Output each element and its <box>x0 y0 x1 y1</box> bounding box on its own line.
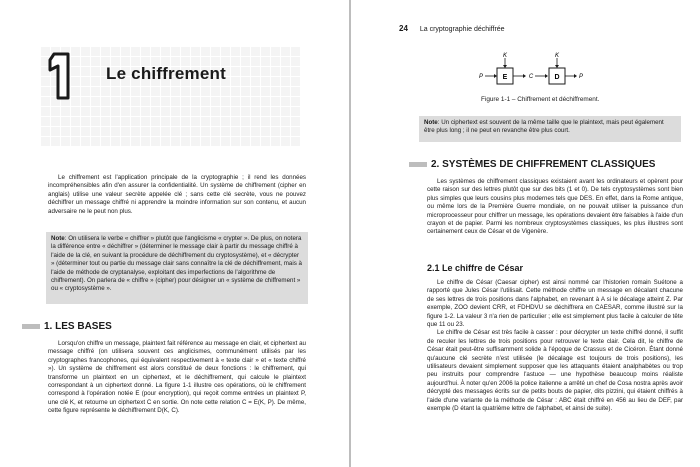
cesar-paragraph-1: Le chiffre de César (Caesar cipher) est ainsi nommé car l'historien romain Suétone a rapporté que Jules César l'utilisait. Cette méthode chiffre un message en décalant chacune de ses lettres de trois positions dans l'alphabet, en revenant à A si le décalage atteint Z. Par exemple, ZOO devient CRR, et FDHDVU se déchiffrera en CAESAR, comme illustré sur la figure 1-2. La valeur 3 n'a rien de particulier ; elle est simplement plus facile à calculer de tête que 11 ou 23. <box>427 279 683 329</box>
chapter-title: Le chiffrement <box>106 64 226 83</box>
note-box-right <box>419 116 681 142</box>
encryption-diagram <box>475 50 605 90</box>
heading-bar-2 <box>409 162 427 167</box>
section-2-paragraph <box>427 178 683 237</box>
section-1-paragraph <box>48 340 306 416</box>
key-label-e: K <box>502 53 508 59</box>
running-head-title: La cryptographie déchiffrée <box>419 26 505 33</box>
chapter-header-grid <box>40 46 300 146</box>
section-heading-text: 1. LES BASES <box>44 321 112 332</box>
section-heading-1 <box>22 321 112 332</box>
decrypt-label: D <box>554 74 560 81</box>
left-page <box>0 0 349 467</box>
note-text-right: : Un ciphertext est souvent de la même taille que le plaintext, mais peut également être plus long ; il ne peut en revanche être plus court. <box>424 119 664 135</box>
subsection-heading: 2.1 Le chiffre de César <box>427 263 524 273</box>
section-heading-2-text: 2. SYSTÈMES DE CHIFFREMENT CLASSIQUES <box>431 159 656 170</box>
cesar-paragraph-2: Le chiffre de César est très facile à casser : pour décrypter un texte chiffré donné, il suffit de reculer les lettres de trois positions pour retrouver le texte clair. Cela dit, le chiffre de César était peut-être suffisamment solide à l'époque de Crassus et de Cicéron. Étant donné qu'aucune clé secrète n'est utilisée (le décalage est toujours de trois positions), les utilisateurs devaient simplement supposer que les attaquants étaient analphabètes ou trop peu instruits pour comprendre l'astuce — une hypothèse beaucoup moins réaliste aujourd'hui. À noter qu'en 2006 la police italienne a arrêté un chef de Cosa nostra après avoir décrypté des messages écrits sur de petits bouts de papier, dits pizzini, qui étaient chiffrés à l'aide d'une variante de la méthode de César : ABC était chiffré en 456 au lieu de DEF, par exemple (D étant la quatrième lettre de l'alphabet, et ainsi de suite). <box>427 329 683 413</box>
running-head <box>399 24 505 33</box>
plaintext-label-in: P <box>478 74 484 80</box>
right-page <box>351 0 700 467</box>
intro-text: Le chiffrement est l'application principale de la cryptographie ; il rend les données incompréhensibles afin d'en assurer la confidentialité. Un système de chiffrement (cipher en anglais) utilise une valeur secrète appelée clé ; sans cette clé secrète, vous ne pouvez déchiffrer un message chiffré ni apprendre la moindre information sur son contenu, et aucun adversaire ne le peut non plus. <box>48 174 306 215</box>
key-label-d: K <box>554 53 560 59</box>
chapter-number: 1 <box>61 90 62 91</box>
figure-caption: Figure 1-1 – Chiffrement et déchiffrement. <box>481 96 600 103</box>
c-arrowhead-out <box>523 74 526 78</box>
c-arrowhead-in <box>545 74 548 78</box>
note-label-right: Note <box>424 119 438 126</box>
p-arrowhead-out <box>574 74 577 78</box>
plaintext-label-out: P <box>578 74 584 80</box>
cesar-paragraphs <box>427 279 683 414</box>
ciphertext-label-mid: C <box>528 74 534 80</box>
note-box <box>46 232 308 304</box>
section-2-text: Les systèmes de chiffrement classiques existaient avant les ordinateurs et opèrent pour cette raison sur des lettres plutôt que sur des bits (1 et 0). De tels cryptosystèmes sont bien plus simples que leurs cousins plus modernes tels que DES. En effet, dans la Rome antique, ou même lors de la Première Guerre mondiale, on ne pouvait utiliser la puissance d'un microprocesseur pour chiffrer un message, les opérations devaient être faisables à l'aide d'un crayon et de papier. Parmi les nombreux cryptosystèmes classiques, les plus illustres sont certainement ceux de César et de Vigenère. <box>427 178 683 236</box>
encrypt-label: E <box>502 74 508 81</box>
chapter-number-graphic <box>44 50 78 102</box>
note-text: : On utilisera le verbe « chiffrer » plutôt que l'anglicisme « crypter ». De plus, on notera la différence entre « déchiffrer » (déterminer le message clair à partir du message chiffré à l'aide de la clé, en suivant la procédure de déchiffrement du cryptosystème), et « décrypter » (déterminer tout ou partie du message clair sans connaître la clé de déchiffrement, mais à l'aide de méthode de cryptanalyse, exploitant des imperfections de l'algorithme de chiffrement). On parlera de « chiffre » (cipher) pour désigner un « système de chiffrement » ou « cryptosystème ». <box>51 235 302 293</box>
section-heading-2 <box>409 159 655 170</box>
intro-paragraph <box>48 174 306 216</box>
note-label: Note <box>51 235 65 242</box>
heading-bar <box>22 324 40 329</box>
section-1-text: Lorsqu'on chiffre un message, plaintext fait référence au message en clair, et ciphertext au message chiffré (on utilisera souvent ces anglicismes, communément utilisés par les cryptographes francophones, qui équivalent respectivement à « texte clair » et « texte chiffré »). Un système de chiffrement est alors constitué de deux fonctions : le chiffrement, qui transforme un plaintext en un ciphertext, et le déchiffrement, qui calcule le plaintext correspondant à un ciphertext donné. La figure 1-1 illustre ces opérations, où le chiffrement correspond à l'opération notée E (pour encryption), qui reçoit comme entrées un plaintext P, une clé K, et retourne un ciphertext C en sortie. On note cette relation C = E(K, P). De même, cette figure représente le déchiffrement D(K, C). <box>48 340 306 415</box>
page-number: 24 <box>399 24 408 33</box>
